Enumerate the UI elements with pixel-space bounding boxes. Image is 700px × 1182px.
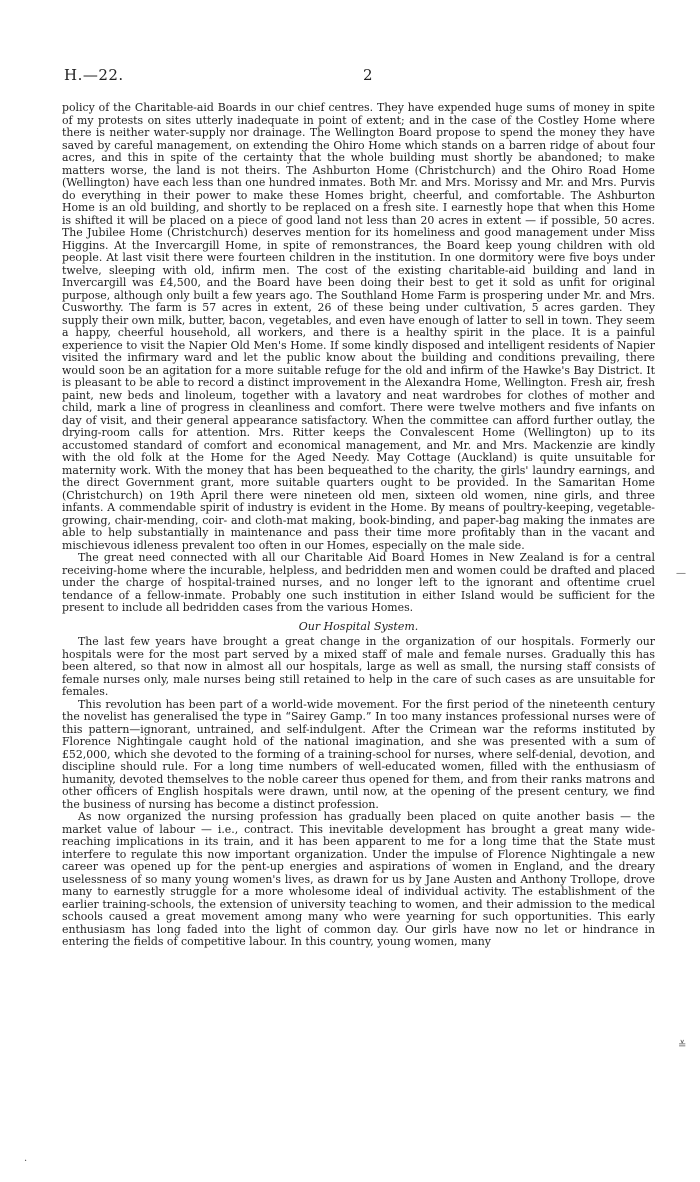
paragraph: As now organized the nursing profession has gradually been placed on quite another basis — the market value of labour — i.e., contract. This inevitable development has brought a great many wide-reaching implications in its train, and it has been apparent to me for a long time that the State must interfere to regulate this now important organization. Under the impulse of Florence Nightingale a new career was opened up for the pent-up energies and aspirations of women in England, and the dreary uselessness of so many young women's lives, as drawn for us by Jane Austen and Anthony Trollope, drove many to earnestly struggle for a more wholesome ideal of individual activity. The establishment of the earlier training-schools, the extension of university teaching to women, and their admission to the medical schools caused a great movement among many who were yearning for such opportunities. This early enthusiasm has long faded into the light of common day. Our girls have now no let or hindrance in entering the fields of competitive labour. In this country, young women, many (62, 810, 655, 948)
margin-scribble-mark: ≚ (678, 1040, 687, 1051)
document-reference: H.—22. (64, 66, 124, 84)
body-text (62, 102, 655, 949)
paragraph: The great need connected with all our Charitable Aid Board Homes in New Zealand is for a central receiving-home where the incurable, helpless, and bedridden men and women could be drafted and placed under the charge of hospital-trained nurses, and no longer left to the ignorant and oftentime cruel tendance of a fellow-inmate. Probably one such institution in either Island would be sufficient for the present to include all bedridden cases from the various Homes. (62, 551, 655, 614)
section-heading: Our Hospital System. (298, 619, 419, 633)
margin-dash-mark: — (676, 568, 686, 579)
paragraph: policy of the Charitable-aid Boards in our chief centres. They have expended huge sums of money in spite of my protests on sites utterly inadequate in point of extent; and in the case of the Costley Home where there is neither water-supply nor drainage. The Wellington Board propose to spend the money they have saved by careful management, on extending the Ohiro Home which stands on a barren ridge of about four acres, and this in spite of the certainty that the whole building must shortly be abandoned; to make matters worse, the land is not theirs. The Ashburton Home (Christchurch) and the Ohiro Road Home (Wellington) have each less than one hundred inmates. Both Mr. and Mrs. Morissy and Mr. and Mrs. Purvis do everything in their power to make these Homes bright, cheerful, and comfortable. The Ashburton Home is an old building, and shortly to be replaced on a fresh site. I earnestly hope that when this Home is shifted it will be placed on a piece of good land not less than 20 acres in extent — if possible, 50 acres. The Jubilee Home (Christchurch) deserves mention for its homeliness and good management under Miss Higgins. At the Invercargill Home, in spite of remonstrances, the Board keep young children with old people. At last visit there were fourteen children in the institution. In one dormitory were five boys under twelve, sleeping with old, infirm men. The cost of the existing charitable-aid building and land in Invercargill was £4,500, and the Board have been doing their best to get it sold as unfit for original purpose, although only built a few years ago. The Southland Home Farm is prospering under Mr. and Mrs. Cusworthy. The farm is 57 acres in extent, 26 of these being under cultivation, 5 acres garden. They supply their own milk, butter, bacon, vegetables, and even have enough of latter to sell in town. They seem a happy, cheerful household, all workers, and there is a healthy spirit in the place. It is a painful experience to visit the Napier Old Men's Home. If some kindly disposed and intelligent residents of Napier visited the infirmary ward and let the public know about the building and conditions prevailing, there would soon be an agitation for a more suitable refuge for the old and infirm of the Hawke's Bay District. It is pleasant to be able to record a distinct improvement in the Alexandra Home, Wellington. Fresh air, fresh paint, new beds and linoleum, together with a lavatory and neat wardrobes for clothes of mother and child, mark a line of progress in cleanliness and comfort. There were twelve mothers and five infants on day of visit, and their general appearance satisfactory. When the committee can afford further outlay, the drying-room calls for attention. Mrs. Ritter keeps the Convalescent Home (Wellington) up to its accustomed standard of comfort and economical management, and Mr. and Mrs. Mackenzie are kindly with the old folk at the Home for the Aged Needy. May Cottage (Auckland) is quite unsuitable for maternity work. With the money that has been bequeathed to the charity, the girls' laundry earnings, and the direct Government grant, more suitable quarters ought to be provided. In the Samaritan Home (Christchurch) on 19th April there were nineteen old men, sixteen old women, nine girls, and three infants. A commendable spirit of industry is evident in the Home. By means of poultry-keeping, vegetable-growing, chair-mending, coir- and cloth-mat making, book-binding, and paper-bag making the inmates are able to help substantially in maintenance and pass their time more profitably than in the vacant and mischievous idleness prevalent too often in our Homes, especially on the male side. (62, 101, 655, 552)
paragraph: The last few years have brought a great change in the organization of our hospitals. Formerly our hospitals were for the most part served by a mixed staff of male and female nurses. Gradually this has been altered, so that now in almost all our hospitals, large as well as small, the nursing staff consists of female nurses only, male nurses being still retained to help in the care of such cases as are unsuitable for females. (62, 635, 655, 698)
margin-dot-mark: · (24, 1156, 28, 1167)
page-number: 2 (363, 66, 373, 84)
paragraph: This revolution has been part of a world-wide movement. For the first period of the nineteenth century the novelist has generalised the type in “Sairey Gamp.” In too many instances professional nurses were of this pattern—ignorant, untrained, and self-indulgent. After the Crimean war the reforms instituted by Florence Nightingale caught hold of the national imagination, and she was presented with a sum of £52,000, which she devoted to the forming of a training-school for nurses, where self-denial, devotion, and discipline should rule. For a long time numbers of well-educated women, filled with the enthusiasm of humanity, devoted themselves to the noble career thus opened for them, and from their ranks matrons and other officers of English hospitals were drawn, until now, at the opening of the present century, we find the business of nursing has become a distinct profession. (62, 697, 655, 811)
